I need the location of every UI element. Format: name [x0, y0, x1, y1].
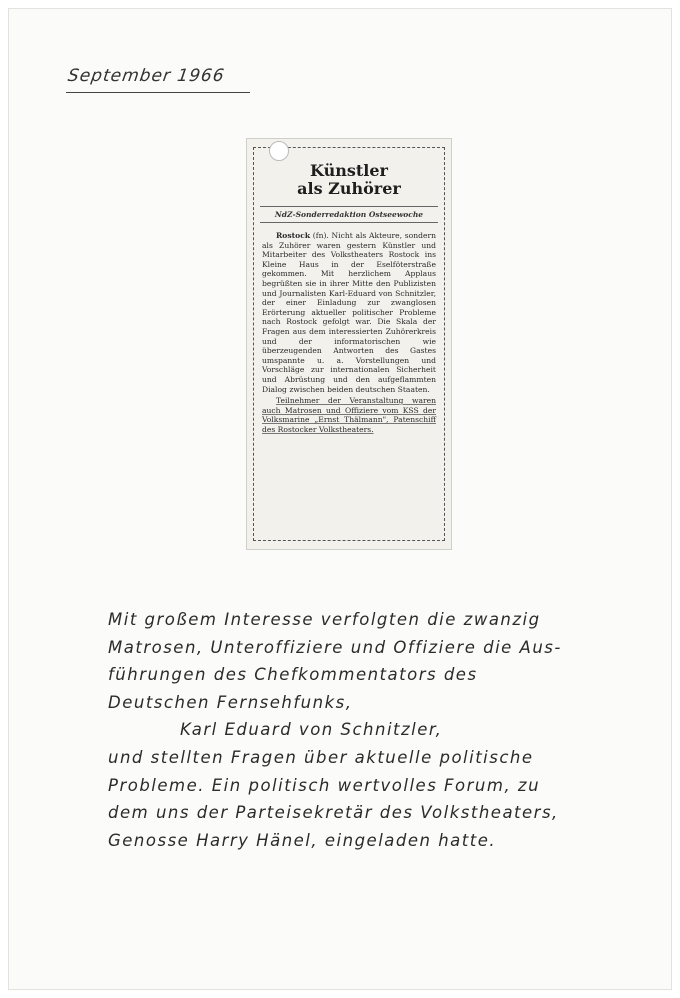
- note-line: Karl Eduard von Schnitzler,: [180, 720, 443, 740]
- department-rule: [260, 222, 438, 223]
- document-page: [8, 8, 672, 990]
- note-line: Probleme. Ein politisch wertvolles Forum, zu: [108, 775, 541, 795]
- newspaper-clipping: [246, 138, 452, 550]
- paragraph-1-text: (fn). Nicht als Akteure, sondern als Zuhörer waren gestern Künstler und Mitarbeiter des Volkstheaters Rostock ins Kleine Haus in der Eselföterstraße gekommen. Mit herzlichem Applaus begrüßten sie in ihrer Mitte den Publizisten und Journalisten Karl-Eduard von Schnitzler, der einer Einladung zur zwanglosen Erörterung aktueller politischer Probleme nach Rostock gefolgt war. Die Skala der Fragen aus dem interessierten Zuhörerkreis und der informatorischen wie überzeugenden Antworten des Gastes umspannte u. a. Vorstellungen und Vorschläge zur internationalen Sicherheit und Abrüstung und den aufgeflammten Dialog zwischen beiden deutschen Staaten.: [262, 231, 436, 394]
- note-line: dem uns der Parteisekretär des Volkstheaters,: [108, 803, 559, 823]
- date-underline: [66, 92, 250, 93]
- headline-line-1: Künstler: [310, 161, 388, 180]
- note-line: und stellten Fragen über aktuelle politische: [108, 747, 534, 767]
- note-line: Deutschen Fernsehfunks,: [108, 692, 353, 712]
- headline-line-2: als Zuhörer: [297, 179, 401, 198]
- clipping-headline: [254, 162, 444, 198]
- note-line: Mit großem Interesse verfolgten die zwanzig: [108, 610, 541, 629]
- handwritten-date: September 1966: [66, 66, 227, 86]
- note-line: Matrosen, Unteroffiziere und Offiziere die Aus-: [108, 637, 562, 657]
- punch-hole: [269, 141, 289, 161]
- dateline: Rostock: [276, 231, 311, 240]
- note-line: Genosse Harry Hänel, eingeladen hatte.: [108, 830, 497, 850]
- clipping-department: NdZ-Sonderredaktion Ostseewoche: [274, 210, 424, 219]
- clipping-paragraph-1: [262, 231, 436, 394]
- note-line: führungen des Chefkommentators des: [108, 665, 478, 685]
- clipping-paragraph-2: Teilnehmer der Veranstaltung waren auch Matrosen und Offiziere vom KSS der Volksmarine „Ernst Thälmann", Patenschiff des Rostocker Volkstheaters.: [262, 396, 436, 434]
- clipping-border: [253, 147, 445, 541]
- handwritten-note: [108, 606, 648, 854]
- headline-rule: [260, 206, 438, 207]
